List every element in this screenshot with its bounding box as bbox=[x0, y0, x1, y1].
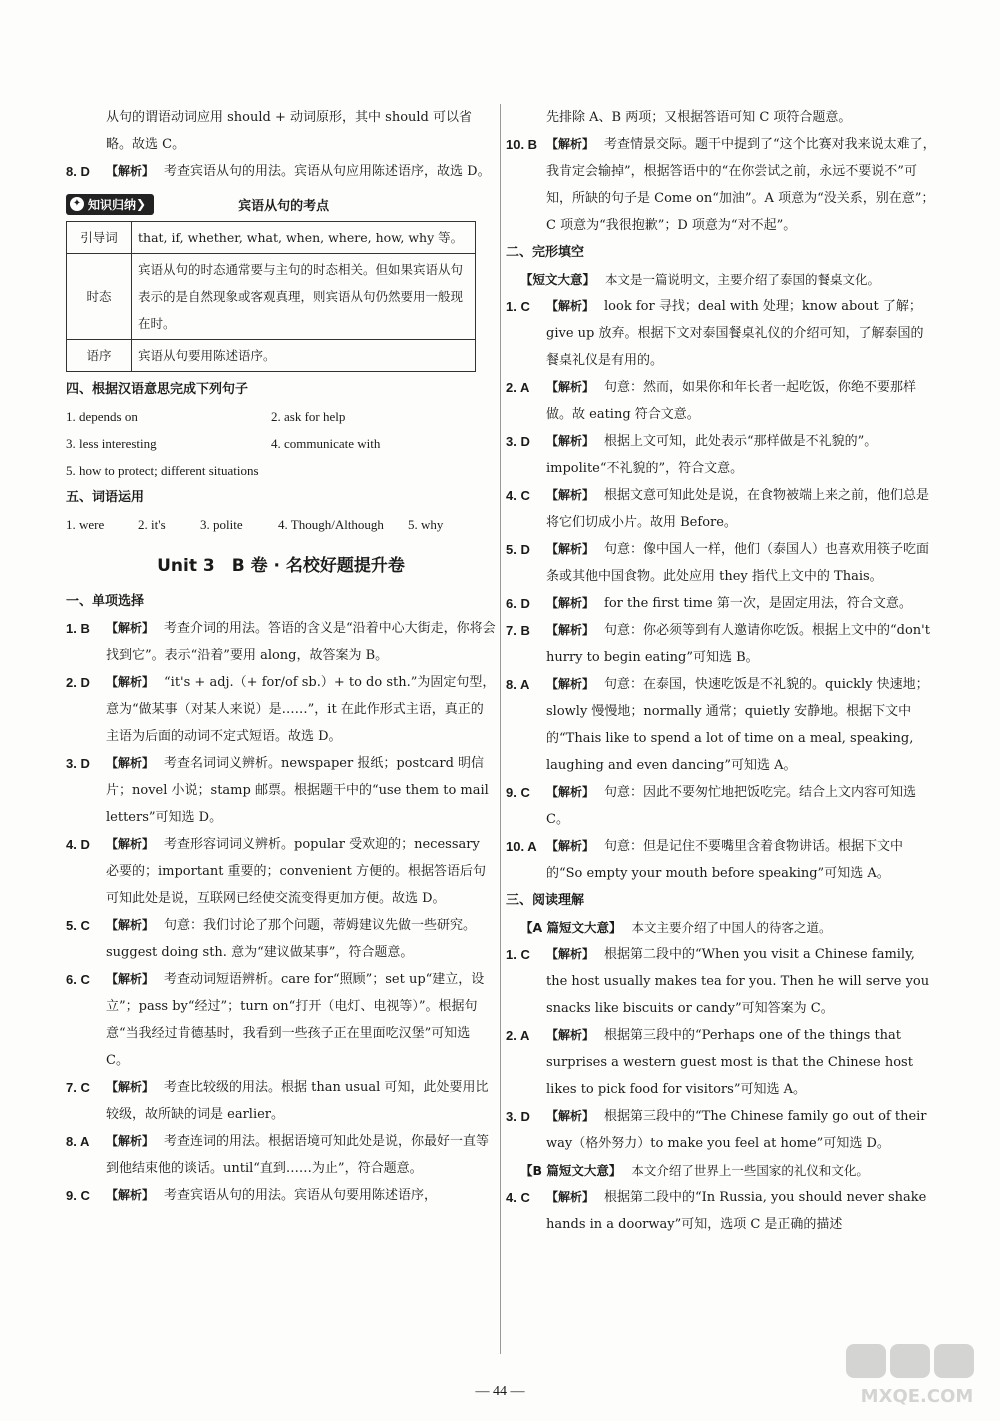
answer-text: 根据第二段中的“In Russia, you should never shake hands in a doorway”可知，选项 C 是正确的描述 bbox=[546, 1190, 927, 1232]
answer-text: 句意：像中国人一样，他们（泰国人）也喜欢用筷子吃面条或其他中国食物。此处应用 they 指代上文中的 Thais。 bbox=[546, 542, 930, 584]
analysis-tag: 【解析】 bbox=[546, 380, 595, 394]
analysis-tag: 【解析】 bbox=[546, 623, 595, 637]
intro-line-1: 从句的谓语动词应用 should + 动词原形，其中 should 可以省 bbox=[106, 110, 472, 125]
list-item: 4. Though/Although bbox=[278, 517, 384, 532]
section-5-title: 五、词语运用 bbox=[66, 490, 145, 505]
analysis-tag: 【解析】 bbox=[546, 839, 595, 853]
answer-item bbox=[66, 158, 496, 185]
table-value: 宾语从句的时态通常要与主句的时态相关。但如果宾语从句表示的是自然现象或客观真理，则宾语从句仍然要用一般现在时。 bbox=[132, 254, 476, 340]
analysis-tag: 【解析】 bbox=[106, 621, 155, 635]
answer-number: 3. D bbox=[506, 1109, 530, 1124]
analysis-tag: 【解析】 bbox=[106, 1188, 155, 1202]
answer-text: 考查宾语从句的用法。宾语从句应用陈述语序，故选 D。 bbox=[164, 164, 491, 179]
passage-b-summary bbox=[506, 1157, 936, 1184]
answer-item bbox=[66, 1182, 496, 1209]
knowledge-badge-label: 知识归纳 bbox=[88, 197, 137, 212]
answer-item bbox=[66, 831, 496, 912]
answer-number: 9. C bbox=[506, 785, 530, 800]
section-1-title: 一、单项选择 bbox=[66, 594, 145, 609]
answer-number: 2. A bbox=[506, 1028, 530, 1043]
answer-item bbox=[506, 1184, 936, 1238]
answer-number: 6. D bbox=[506, 596, 530, 611]
list-item: 1. were bbox=[66, 517, 105, 532]
answer-text: 考查名词词义辨析。newspaper 报纸；postcard 明信片；novel 小说；stamp 邮票。根据题干中的“use them to mail letters”可知选 D。 bbox=[106, 756, 489, 825]
analysis-tag: 【解析】 bbox=[106, 675, 155, 689]
answer-text: 考查动词短语辨析。care for“照顾”；set up“建立，设立”；pass by“经过”；turn on“打开（电灯、电视等）”。根据句意“当我经过肯德基时，我看到一些孩子正在里面吃汉堡”可知选 C。 bbox=[106, 972, 485, 1068]
cloze-summary bbox=[506, 266, 936, 293]
analysis-tag: 【解析】 bbox=[106, 1080, 155, 1094]
answer-number: 10. A bbox=[506, 839, 537, 854]
analysis-tag: 【解析】 bbox=[546, 542, 595, 556]
answer-number: 3. D bbox=[66, 756, 90, 771]
watermark-text: MXQE.COM bbox=[860, 1386, 974, 1407]
analysis-tag: 【解析】 bbox=[546, 785, 595, 799]
table-key: 引导词 bbox=[67, 222, 132, 254]
list-item: 1. depends on bbox=[66, 409, 138, 424]
list-item: 3. polite bbox=[200, 517, 243, 532]
analysis-tag: 【解析】 bbox=[106, 918, 155, 932]
answer-text: 根据第三段中的“The Chinese family go out of their way（格外努力）to make you feel at home”可知选 D。 bbox=[546, 1109, 927, 1151]
list-item: 5. how to protect; different situations bbox=[66, 463, 259, 478]
answer-item bbox=[506, 293, 936, 374]
analysis-tag: 【解析】 bbox=[106, 972, 155, 986]
analysis-tag: 【解析】 bbox=[106, 837, 155, 851]
knowledge-table bbox=[66, 221, 476, 372]
answer-number: 4. D bbox=[66, 837, 90, 852]
answer-item bbox=[66, 912, 496, 966]
answer-text: 句意：我们讨论了那个问题，蒂姆建议先做一些研究。suggest doing sth. 意为“建议做某事”，符合题意。 bbox=[106, 918, 477, 960]
answer-number: 2. D bbox=[66, 675, 90, 690]
answer-item bbox=[66, 615, 496, 669]
answer-number: 1. B bbox=[66, 621, 90, 636]
analysis-tag: 【解析】 bbox=[546, 596, 595, 610]
answer-item bbox=[506, 617, 936, 671]
answer-text: 考查连词的用法。根据语境可知此处是说，你最好一直等到他结束他的谈话。until“直到……为止”，符合题意。 bbox=[106, 1134, 490, 1176]
summary-text: 本文是一篇说明文，主要介绍了泰国的餐桌文化。 bbox=[605, 272, 881, 287]
analysis-tag: 【解析】 bbox=[546, 299, 595, 313]
answer-number: 9. C bbox=[66, 1188, 90, 1203]
answer-number: 8. A bbox=[506, 677, 530, 692]
answer-item bbox=[506, 1022, 936, 1103]
section-2-title: 二、完形填空 bbox=[506, 245, 585, 260]
answer-item bbox=[506, 590, 936, 617]
answer-number: 6. C bbox=[66, 972, 90, 987]
answer-number: 4. C bbox=[506, 488, 530, 503]
passage-a-summary bbox=[506, 914, 936, 941]
table-key: 时态 bbox=[67, 254, 132, 340]
answer-item bbox=[506, 941, 936, 1022]
answer-item bbox=[506, 779, 936, 833]
answer-item bbox=[506, 131, 936, 239]
answer-number: 1. C bbox=[506, 947, 530, 962]
analysis-tag: 【解析】 bbox=[546, 488, 595, 502]
answer-number: 4. C bbox=[506, 1190, 530, 1205]
section-3-title: 三、阅读理解 bbox=[506, 893, 585, 908]
answer-number: 7. B bbox=[506, 623, 530, 638]
left-column bbox=[66, 104, 496, 1209]
lightbulb-icon: ✦ bbox=[70, 197, 84, 211]
table-value: 宾语从句要用陈述语序。 bbox=[132, 340, 476, 372]
answer-text: for the first time 第一次，是固定用法，符合文意。 bbox=[604, 596, 912, 611]
analysis-tag: 【解析】 bbox=[546, 1190, 595, 1204]
answer-text: 考查比较级的用法。根据 than usual 可知，此处要用比较级，故所缺的词是 earlier。 bbox=[106, 1080, 489, 1122]
analysis-tag: 【解析】 bbox=[546, 434, 595, 448]
analysis-tag: 【解析】 bbox=[546, 137, 595, 151]
answer-text: 根据上文可知，此处表示“那样做是不礼貌的”。impolite“不礼貌的”，符合文意。 bbox=[546, 434, 878, 476]
summary-tag: 【A 篇短文大意】 bbox=[520, 920, 622, 935]
analysis-tag: 【解析】 bbox=[106, 1134, 155, 1148]
answer-number: 5. D bbox=[506, 542, 530, 557]
analysis-tag: 【解析】 bbox=[546, 677, 595, 691]
answer-item bbox=[66, 1074, 496, 1128]
answer-item bbox=[506, 482, 936, 536]
page-number: — 44 — bbox=[475, 1384, 525, 1399]
answer-number: 8. A bbox=[66, 1134, 90, 1149]
section-5-row bbox=[66, 511, 496, 538]
analysis-tag: 【解析】 bbox=[106, 164, 155, 178]
table-key: 语序 bbox=[67, 340, 132, 372]
answer-text: 考查情景交际。题干中提到了“这个比赛对我来说太难了，我肯定会输掉”，根据答语中的“在你尝试之前，永远不要说不”可知，所缺的句子是 Come on“加油”。A 项意为“没关系，别在意”；C 项意为“我很抱歉”；D 项意为“对不起”。 bbox=[546, 137, 936, 233]
list-item: 2. ask for help bbox=[271, 409, 346, 424]
cloze-list bbox=[506, 293, 936, 887]
reading-a-list bbox=[506, 941, 936, 1157]
answer-item bbox=[66, 1128, 496, 1182]
section-4-row bbox=[66, 457, 496, 484]
intro-paragraph bbox=[506, 104, 936, 131]
answer-text: 考查介词的用法。答语的含义是“沿着中心大街走，你将会找到它”。表示“沿着”要用 along，故答案为 B。 bbox=[106, 621, 496, 663]
list-item: 5. why bbox=[408, 517, 444, 532]
analysis-tag: 【解析】 bbox=[106, 756, 155, 770]
analysis-tag: 【解析】 bbox=[546, 1109, 595, 1123]
summary-tag: 【短文大意】 bbox=[520, 272, 596, 287]
right-column bbox=[506, 104, 936, 1238]
summary-tag: 【B 篇短文大意】 bbox=[520, 1163, 622, 1178]
answer-number: 1. C bbox=[506, 299, 530, 314]
answer-text: 句意：你必须等到有人邀请你吃饭。根据上文中的“don't hurry to begin eating”可知选 B。 bbox=[546, 623, 930, 665]
answer-text: 考查形容词词义辨析。popular 受欢迎的；necessary 必要的；important 重要的；convenient 方便的。根据答语后句可知此处是说，互联网已经使交流变得更加方便。故选 D。 bbox=[106, 837, 487, 906]
answer-text: 根据第二段中的“When you visit a Chinese family, the host usually makes tea for you. Then he will serve you snacks like biscuits or candy”可知答案为 C。 bbox=[546, 947, 930, 1016]
reading-b-list bbox=[506, 1184, 936, 1238]
answer-item bbox=[506, 374, 936, 428]
analysis-tag: 【解析】 bbox=[546, 1028, 595, 1042]
answer-item bbox=[506, 536, 936, 590]
answer-item bbox=[506, 833, 936, 887]
answer-number: 10. B bbox=[506, 137, 538, 152]
answer-text: 先排除 A、B 两项；又根据答语可知 C 项符合题意。 bbox=[546, 110, 852, 125]
section-4-title: 四、根据汉语意思完成下列句子 bbox=[66, 382, 249, 397]
answer-number: 7. C bbox=[66, 1080, 90, 1095]
list-item: 4. communicate with bbox=[271, 436, 381, 451]
table-row bbox=[67, 340, 476, 372]
summary-text: 本文介绍了世界上一些国家的礼仪和文化。 bbox=[631, 1163, 869, 1178]
watermark-icon bbox=[842, 1340, 992, 1410]
watermark-logo bbox=[842, 1340, 992, 1410]
answer-number: 2. A bbox=[506, 380, 530, 395]
answer-item bbox=[506, 671, 936, 779]
answer-number: 5. C bbox=[66, 918, 90, 933]
answer-number: 3. D bbox=[506, 434, 530, 449]
list-item: 2. it's bbox=[138, 517, 166, 532]
answer-text: 句意：然而，如果你和年长者一起吃饭，你绝不要那样做。故 eating 符合文意。 bbox=[546, 380, 917, 422]
intro-paragraph bbox=[66, 104, 496, 158]
section-4-row bbox=[66, 403, 496, 430]
analysis-tag: 【解析】 bbox=[546, 947, 595, 961]
answer-item bbox=[506, 428, 936, 482]
section-4-row bbox=[66, 430, 496, 457]
answer-item bbox=[66, 966, 496, 1074]
table-row bbox=[67, 254, 476, 340]
answer-text: look for 寻找；deal with 处理；know about 了解；give up 放弃。根据下文对泰国餐桌礼仪的介绍可知，了解泰国的餐桌礼仪是有用的。 bbox=[546, 299, 924, 368]
answer-text: 根据文意可知此处是说，在食物被端上来之前，他们总是将它们切成小片。故用 Before。 bbox=[546, 488, 930, 530]
knowledge-box-title: 宾语从句的考点 bbox=[238, 198, 330, 214]
knowledge-box-header bbox=[66, 189, 496, 219]
answer-number: 8. D bbox=[66, 164, 90, 179]
list-item: 3. less interesting bbox=[66, 436, 157, 451]
answer-item bbox=[66, 669, 496, 750]
knowledge-badge: ✦ 知识归纳 ❯ bbox=[66, 194, 154, 215]
answer-item bbox=[506, 1103, 936, 1157]
answer-text: 句意：但是记住不要嘴里含着食物讲话。根据下文中的“So empty your mouth before speaking”可知选 A。 bbox=[546, 839, 904, 881]
answer-text: 句意：在泰国，快速吃饭是不礼貌的。quickly 快速地；slowly 慢慢地；normally 通常；quietly 安静地。根据下文中的“Thais like to spend a lot of time on a meal, speaking, laughing and even dancing”可知选 A。 bbox=[546, 677, 929, 773]
answer-text: 句意：因此不要匆忙地把饭吃完。结合上文内容可知选 C。 bbox=[546, 785, 917, 827]
summary-text: 本文主要介绍了中国人的待客之道。 bbox=[631, 920, 832, 935]
answer-item bbox=[66, 750, 496, 831]
answer-text: “it's + adj.（+ for/of sb.）+ to do sth.”为固定句型，意为“做某事（对某人来说）是……”，it 在此作形式主语，真正的主语为后面的动词不定式短语。故选 D。 bbox=[106, 675, 496, 744]
table-row bbox=[67, 222, 476, 254]
column-divider bbox=[500, 104, 501, 1354]
answer-text: 考查宾语从句的用法。宾语从句要用陈述语序， bbox=[164, 1188, 438, 1203]
table-value: that, if, whether, what, when, where, how, why 等。 bbox=[132, 222, 476, 254]
unit-title: Unit 3 B 卷 · 名校好题提升卷 bbox=[157, 556, 405, 576]
answer-text: 根据第三段中的“Perhaps one of the things that surprises a western guest most is that the Chinese host likes to pick food for visitors”可知选 A。 bbox=[546, 1028, 913, 1097]
single-choice-list bbox=[66, 615, 496, 1209]
intro-line-2: 略。故选 C。 bbox=[106, 137, 186, 152]
